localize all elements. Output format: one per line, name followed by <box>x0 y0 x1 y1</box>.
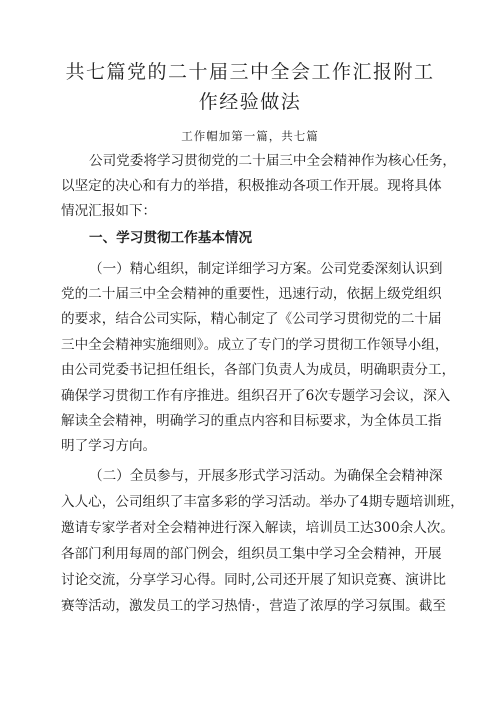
paragraph-line: 各部门利用每周的部门例会，组织员工集中学习全会精神，开展 <box>61 546 442 562</box>
paragraph-line: 的要求，结合公司实际，精心制定了《公司学习贯彻党的二十届 <box>61 311 442 327</box>
paragraph-line: 由公司党委书记担任组长，各部门负责人为成员，明确职责分工， <box>61 362 456 378</box>
document-title-line-1: 共七篇党的二十届三中全会工作汇报附工 <box>65 61 435 83</box>
document-subtitle: 工作帽加第一篇，共七篇 <box>181 129 319 143</box>
document-title-line-2: 作经验做法 <box>198 91 302 113</box>
paragraph-line: 入人心，公司组织了丰富多彩的学习活动。举办了4期专题培训班， <box>61 494 464 510</box>
paragraph-line: （二）全员参与，开展多形式学习活动。为确保全会精神深 <box>89 468 443 484</box>
paragraph-line: （一）精心组织，制定详细学习方案。公司党委深刻认识到 <box>89 261 443 277</box>
paragraph-line: 三中全会精神实施细则》。成立了专门的学习贯彻工作领导小组， <box>61 337 449 353</box>
section-heading: 一、学习贯彻工作基本情况 <box>89 230 253 246</box>
paragraph-line: 情况汇报如下： <box>61 203 157 219</box>
paragraph-line: 以坚定的决心和有力的举措，积极推动各项工作开展。现将具体 <box>61 178 442 194</box>
paragraph-line: 明了学习方向。 <box>61 438 157 454</box>
paragraph-line: 公司党委将学习贯彻党的二十届三中全会精神作为核心任务， <box>89 153 457 169</box>
paragraph-line: 讨论交流，分享学习心得。同时,公司还开展了知识竞赛、演讲比 <box>61 572 446 588</box>
paragraph-line: 赛等活动，激发员工的学习热情·，营造了浓厚的学习氛围。截至 <box>61 598 446 614</box>
paragraph-line: 党的二十届三中全会精神的重要性，迅速行动，依据上级党组织 <box>61 286 442 302</box>
paragraph-line: 解读全会精神，明确学习的重点内容和目标要求，为全体员工指 <box>61 413 442 429</box>
paragraph-line: 确保学习贯彻工作有序推进。组织召开了6次专题学习会议，深入 <box>61 388 451 404</box>
paragraph-line: 邀请专家学者对全会精神进行深入解读，培训员工达300余人次。 <box>61 520 454 536</box>
